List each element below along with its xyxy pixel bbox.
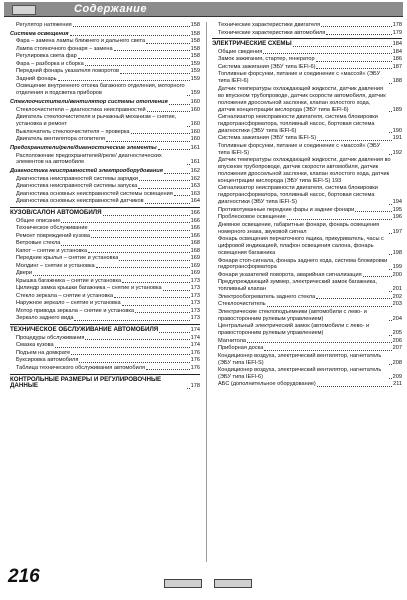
toc-entry[interactable] <box>10 68 200 75</box>
dot-leader <box>73 26 190 27</box>
toc-entry-page: 191 <box>392 135 402 142</box>
dot-leader <box>389 204 392 205</box>
toc-entry-page: 169 <box>190 255 200 262</box>
toc-entry-page: 161 <box>190 159 200 166</box>
dot-leader <box>321 26 391 27</box>
toc-entry[interactable] <box>10 176 200 183</box>
toc-entry-title: Сигнализатор неисправности двигателя, система блокировки гидротрансформатора, топливный насос, бортовая система диагностики (ЭБУ типа IEFI-6) <box>218 114 378 134</box>
toc-entry[interactable] <box>212 236 402 257</box>
dot-leader <box>267 306 392 307</box>
toc-entry[interactable] <box>10 22 200 29</box>
toc-entry-title: Таблица технического обслуживания автомобиля <box>16 364 146 371</box>
toc-entry-page: 159 <box>190 68 200 75</box>
toc-entry[interactable] <box>10 129 200 136</box>
toc-entry-page: 173 <box>190 292 200 299</box>
toc-entry[interactable] <box>10 335 200 342</box>
toc-entry[interactable] <box>212 56 402 63</box>
toc-entry-page: 190 <box>392 127 402 134</box>
toc-entry[interactable] <box>10 270 200 277</box>
toc-entry-title: Техническое обслуживание <box>16 225 88 232</box>
toc-entry-page: 158 <box>190 22 200 28</box>
toc-entry[interactable] <box>212 86 402 114</box>
toc-entry-title: Фара – разборка и сборка <box>16 60 84 67</box>
dot-leader <box>114 297 190 298</box>
toc-entry[interactable] <box>10 233 200 240</box>
dot-leader <box>135 312 190 313</box>
toc-entry-title: Смазка кузова <box>16 342 54 349</box>
toc-entry[interactable] <box>212 381 402 388</box>
dot-leader <box>146 43 190 44</box>
dot-leader <box>91 237 190 238</box>
toc-entry[interactable] <box>10 225 200 232</box>
toc-entry-title: Стеклоочиститель <box>218 301 266 308</box>
dot-leader <box>389 320 392 321</box>
section-rule <box>212 38 402 39</box>
toc-entry-title: Кондиционер воздуха, электрический вентилятор, нагнетатель (ЭБУ типа IEFI-6) <box>218 367 382 380</box>
toc-entry-title: Технические характеристики двигателя <box>218 22 321 28</box>
toc-entry-title: Система зажигания (ЭБУ типа IEFI-S) <box>218 135 317 142</box>
dot-leader <box>106 141 190 142</box>
toc-entry-title: Крышка багажника – снятие и установка <box>16 277 122 284</box>
toc-entry-page: 161 <box>190 145 200 152</box>
toc-entry-page: 195 <box>392 206 402 213</box>
toc-entry[interactable] <box>10 114 200 128</box>
toc-entry-title: Зеркало заднего вида <box>16 315 74 322</box>
dot-leader <box>389 83 392 84</box>
toc-right-column <box>212 22 402 389</box>
toc-entry-page: 208 <box>392 359 402 366</box>
toc-entry[interactable] <box>10 342 200 349</box>
toc-entry-page: 174 <box>190 334 200 341</box>
column-divider <box>206 22 207 562</box>
toc-entry[interactable] <box>212 345 402 352</box>
dot-leader <box>138 188 189 189</box>
dot-leader <box>389 111 392 112</box>
toc-entry-page: 199 <box>392 264 402 271</box>
dot-leader <box>287 219 392 220</box>
toc-entry[interactable] <box>212 214 402 221</box>
toc-entry[interactable] <box>212 135 402 142</box>
dot-leader <box>389 269 392 270</box>
dot-leader <box>169 104 190 105</box>
dot-leader <box>264 350 391 351</box>
toc-entry-page: 174 <box>190 342 200 349</box>
toc-entry-title: Проблесковое освещение <box>218 214 286 221</box>
section-rule <box>10 324 200 325</box>
toc-entry-page: 159 <box>190 75 200 82</box>
toc-entry-title: Замок зажигания, стартер, генератор <box>218 56 315 63</box>
toc-entry-page: 176 <box>190 349 200 356</box>
toc-entry-page: 209 <box>392 373 402 380</box>
toc-entry-title: ЭЛЕКТРИЧЕСКИЕ СХЕМЫ <box>212 40 292 48</box>
toc-entry-title: Регулятор натяжения <box>16 22 72 28</box>
toc-entry-page: 211 <box>393 381 402 388</box>
toc-entry-page: 174 <box>190 327 200 334</box>
toc-entry-title: Фонари указателей поворота, аварийная сигнализация <box>218 271 362 278</box>
toc-entry-page: 158 <box>190 38 200 45</box>
toc-entry-title: Диагностика неисправностей системы зарядки <box>16 175 138 182</box>
dot-leader <box>363 276 392 277</box>
dot-leader <box>74 320 189 321</box>
toc-entry-page: 173 <box>190 285 200 292</box>
dot-leader <box>316 68 391 69</box>
toc-entry[interactable] <box>212 49 402 56</box>
dot-leader <box>187 95 190 96</box>
toc-entry-page: 163 <box>190 190 200 197</box>
toc-entry-title: Ремонт повреждений кузова <box>16 232 90 239</box>
toc-entry[interactable] <box>10 350 200 357</box>
toc-entry[interactable] <box>10 240 200 247</box>
toc-entry-page: 192 <box>392 149 402 156</box>
dot-leader <box>55 347 190 348</box>
toc-entry-page: 194 <box>392 199 402 206</box>
toc-entry-title: Диагностика неисправностей системы запуска <box>16 183 138 190</box>
dot-leader <box>58 80 190 81</box>
toc-entry-title: Регулировка света фар <box>16 53 77 60</box>
toc-entry-page: 160 <box>190 128 200 135</box>
toc-entry[interactable] <box>10 46 200 53</box>
toc-entry[interactable] <box>212 353 402 367</box>
section-rule <box>10 374 200 375</box>
toc-entry-page: 196 <box>392 214 402 221</box>
toc-entry[interactable] <box>10 377 200 391</box>
toc-entry-title: Сигнализатор неисправности двигателя, система блокировки гидротрансформатора, топливный насос, бортовая система диагностики (ЭБУ типа IEFI-S) <box>218 185 378 206</box>
toc-entry-title: Датчик температуры охлаждающей жидкости, датчик давления во впускном трубопроводе, датчик скорости автомобиля, датчик положения дроссельной заслонки, клапан холостого хода, датчик концентрации кислорода (ЭБУ типа IEFI-6) <box>218 85 386 113</box>
dot-leader <box>187 126 190 127</box>
dot-leader <box>71 354 189 355</box>
toc-entry-title: Буксировка автомобиля <box>16 357 79 364</box>
dot-leader <box>119 260 189 261</box>
toc-entry-title: Кондиционер воздуха, электрический вентилятор, нагнетатель (ЭБУ типа IEFI-S) <box>218 352 382 366</box>
toc-entry-title: Задний фонарь <box>16 75 57 82</box>
toc-entry-title: Подъем на домкрате <box>16 349 71 356</box>
toc-entry[interactable] <box>212 157 402 185</box>
toc-entry-page: 160 <box>190 99 200 106</box>
dot-leader <box>389 335 392 336</box>
toc-entry-title: Дневное освещение, габаритные фонари, фонарь освещения номерного знака, звуковой сигнал <box>218 221 380 235</box>
toc-entry[interactable] <box>10 300 200 307</box>
toc-entry[interactable] <box>10 327 200 334</box>
toc-entry-title: Диагностика основных неисправностей датчиков <box>16 198 144 205</box>
toc-entry-page: 160 <box>190 121 200 128</box>
toc-entry-page: 186 <box>392 56 402 63</box>
toc-entry[interactable] <box>10 255 200 262</box>
toc-entry-page: 189 <box>392 106 402 113</box>
toc-entry-page: 159 <box>190 90 200 97</box>
toc-entry[interactable] <box>10 218 200 225</box>
toc-entry-title: Двери <box>16 270 33 277</box>
toc-entry-page: 173 <box>190 307 200 314</box>
dot-leader <box>316 61 392 62</box>
dot-leader <box>163 290 190 291</box>
toc-entry-page: 168 <box>190 240 200 247</box>
dot-leader <box>389 132 392 133</box>
toc-entry-title: Стеклоочистители/вентилятор системы отопления <box>10 99 168 106</box>
toc-entry[interactable] <box>10 263 200 270</box>
toc-entry-title: КОНТРОЛЬНЫЕ РАЗМЕРЫ И РЕГУЛИРОВОЧНЫЕ ДАННЫЕ <box>10 375 162 390</box>
toc-entry-title: Мотор привода зеркала – снятие и установка <box>16 307 135 314</box>
toc-entry-page: 184 <box>392 41 402 48</box>
toc-entry-page: 158 <box>190 53 200 60</box>
toc-entry[interactable] <box>212 338 402 345</box>
toc-entry[interactable] <box>10 365 200 372</box>
dot-leader <box>79 362 189 363</box>
page-number: 216 <box>8 566 40 587</box>
dot-leader <box>187 164 190 165</box>
dot-leader <box>389 378 392 379</box>
toc-entry[interactable] <box>10 76 200 83</box>
dot-leader <box>389 254 392 255</box>
toc-entry-title: ТЕХНИЧЕСКОЕ ОБСЛУЖИВАНИЕ АВТОМОБИЛЯ <box>10 326 159 334</box>
dot-leader <box>187 388 190 389</box>
toc-entry[interactable] <box>212 258 402 272</box>
toc-entry-page: 166 <box>190 217 200 224</box>
toc-entry-page: 201 <box>392 286 402 293</box>
toc-entry-page: 159 <box>190 60 200 67</box>
toc-entry-title: Стекло зеркала – снятие и установка <box>16 292 114 299</box>
toc-entry[interactable] <box>10 248 200 255</box>
dot-leader <box>78 58 190 59</box>
dot-leader <box>85 65 190 66</box>
toc-entry-page: 160 <box>190 136 200 143</box>
toc-entry-title: Топливные форсунки, питание и соединение с «массой» (ЭБУ типа IEFI-6) <box>218 71 381 85</box>
toc-entry[interactable] <box>212 41 402 48</box>
dot-leader <box>263 53 391 54</box>
toc-entry[interactable] <box>212 309 402 323</box>
dot-leader <box>131 133 190 134</box>
toc-entry[interactable] <box>212 367 402 381</box>
toc-entry-title: Противотуманные передние фары и задние фонари <box>218 206 355 213</box>
toc-entry[interactable] <box>212 143 402 157</box>
toc-entry-page: 169 <box>190 270 200 277</box>
header-decoration <box>12 5 36 15</box>
toc-entry-title: Диагностика неисправностей электрооборудования <box>10 168 163 175</box>
toc-entry[interactable] <box>10 357 200 364</box>
toc-entry-page: 206 <box>392 337 402 344</box>
toc-entry[interactable] <box>212 222 402 236</box>
toc-entry[interactable] <box>10 38 200 45</box>
dot-leader <box>85 339 189 340</box>
toc-entry-page: 202 <box>392 293 402 300</box>
toc-entry-title: Фонарь освещения перчаточного ящика, прикуриватель, часы с цифровой индикацией, плафон освещения салона, фонарь освещения багажника <box>218 236 384 256</box>
toc-entry-title: Приборная доска <box>218 345 264 352</box>
toc-entry-title: Передние крылья – снятие и установка <box>16 255 119 262</box>
toc-entry-title: Топливные форсунки, питание и соединение с «массой» (ЭБУ типа IEFI-S) <box>218 142 381 156</box>
toc-entry-page: 169 <box>190 262 200 269</box>
dot-leader <box>317 140 392 141</box>
toc-entry[interactable] <box>10 210 200 217</box>
toc-entry-title: Молдинг – снятие и установка <box>16 262 95 269</box>
toc-entry[interactable] <box>212 294 402 301</box>
toc-entry-title: Электрообогреватель заднего стекла <box>218 293 316 300</box>
dot-leader <box>247 342 392 343</box>
toc-entry-page: 173 <box>190 300 200 307</box>
toc-entry-title: Выключатель стеклоочистителя – проверка <box>16 128 130 135</box>
toc-entry[interactable] <box>212 323 402 337</box>
toc-entry[interactable] <box>10 61 200 68</box>
toc-entry-page: 178 <box>392 22 402 28</box>
dot-leader <box>316 298 391 299</box>
toc-entry-title: Ветровые стекла <box>16 240 61 247</box>
toc-entry-page: 168 <box>190 247 200 254</box>
toc-entry-title: Цилиндр замка крышки багажника – снятие и установка <box>16 285 162 292</box>
toc-entry-title: Двигатель вентилятора отопителя <box>16 136 105 143</box>
toc-entry[interactable] <box>10 308 200 315</box>
dot-leader <box>389 291 392 292</box>
toc-entry-title: Стеклоочистители – диагностика неисправностей <box>16 106 146 113</box>
toc-entry-page: 207 <box>392 345 402 352</box>
dot-leader <box>389 364 392 365</box>
toc-entry-page: 178 <box>190 383 200 390</box>
toc-entry-title: Общее описание <box>16 217 61 224</box>
toc-entry[interactable] <box>10 198 200 205</box>
toc-entry-page: 200 <box>392 271 402 278</box>
toc-entry[interactable] <box>10 183 200 190</box>
dot-leader <box>70 35 190 36</box>
dot-leader <box>61 222 189 223</box>
dot-leader <box>89 230 190 231</box>
toc-entry-page: 198 <box>392 250 402 256</box>
toc-entry-page: 158 <box>190 30 200 37</box>
dot-leader <box>293 46 392 47</box>
toc-entry-page: 166 <box>190 232 200 239</box>
toc-entry-title: Расположение предохранителей/реле/ диагностических элементов на автомобиле <box>16 152 162 166</box>
toc-entry-title: Передний фонарь указателя поворотов <box>16 68 119 75</box>
toc-entry[interactable] <box>10 278 200 285</box>
toc-entry-title: Наружное зеркало – снятие и установка <box>16 300 121 307</box>
toc-entry-page: 158 <box>190 45 200 52</box>
dot-leader <box>120 73 190 74</box>
toc-left-column <box>10 22 200 391</box>
toc-entry-page: 166 <box>190 210 200 217</box>
toc-entry-title: Система зажигания (ЭБУ типа IEFI-6) <box>218 63 316 70</box>
footer-decoration-left <box>164 579 202 588</box>
header-bar <box>4 2 403 17</box>
toc-entry[interactable] <box>212 30 402 37</box>
toc-entry[interactable] <box>212 207 402 214</box>
toc-entry[interactable] <box>10 315 200 322</box>
toc-entry-page: 179 <box>392 29 402 36</box>
dot-leader <box>88 252 190 253</box>
toc-entry-page: 160 <box>190 106 200 113</box>
toc-entry-title: КУЗОВ/САЛОН АВТОМОБИЛЯ <box>10 209 102 217</box>
toc-entry[interactable] <box>10 293 200 300</box>
toc-entry[interactable] <box>212 279 402 293</box>
toc-entry-title: Магнитола <box>218 337 246 344</box>
toc-entry-title: Освещение внутреннего отсека багажного отделения, моторного отделения и подсветка приборов <box>16 83 185 97</box>
dot-leader <box>114 50 190 51</box>
toc-entry[interactable] <box>10 53 200 60</box>
dot-leader <box>326 34 391 35</box>
toc-entry[interactable] <box>212 301 402 308</box>
toc-entry[interactable] <box>212 22 402 29</box>
dot-leader <box>146 369 190 370</box>
dot-leader <box>164 173 190 174</box>
toc-entry-page: 184 <box>392 48 402 55</box>
dot-leader <box>139 180 190 181</box>
dot-leader <box>145 203 190 204</box>
dot-leader <box>317 386 392 387</box>
toc-entry-page: 188 <box>392 78 402 85</box>
toc-entry-title: Фара – замена лампы ближнего и дальнего света <box>16 38 146 45</box>
toc-entry-title: Диагностика основных неисправностей системы освещения <box>16 190 173 197</box>
dot-leader <box>158 149 190 150</box>
toc-entry-title: АБС (дополнительное оборудование) <box>218 381 316 388</box>
toc-entry[interactable] <box>10 107 200 114</box>
dot-leader <box>61 245 189 246</box>
toc-entry-page: 205 <box>392 330 402 337</box>
dot-leader <box>122 305 190 306</box>
toc-entry[interactable] <box>10 153 200 167</box>
toc-entry-title: Система освещения <box>10 30 69 37</box>
page-title: Содержание <box>74 3 147 15</box>
toc-entry-page: 204 <box>392 315 402 322</box>
toc-entry[interactable] <box>10 136 200 143</box>
toc-entry-title: Предохранители/реле/диагностические элементы <box>10 145 157 152</box>
section-rule <box>10 207 200 208</box>
toc-entry-title: Датчик температуры охлаждающей жидкости, датчик давления во впускном трубопроводе, датчик скорости автомобиля, датчик положения дроссельной заслонки, клапан холостого хода, датчик концентрации кислорода (ЭБУ типа IEFI-S) 193 <box>218 157 391 184</box>
toc-entry[interactable] <box>10 191 200 198</box>
toc-entry-title: Процедуры обслуживания <box>16 334 85 341</box>
toc-entry-page: 176 <box>190 357 200 364</box>
toc-entry-page: 187 <box>392 63 402 70</box>
toc-entry-page: 197 <box>392 228 402 235</box>
toc-entry-title: Общие сведения <box>218 48 263 55</box>
toc-entry-title: Предупреждающий зуммер, электрический замок багажника, топливный клапан <box>218 279 377 293</box>
dot-leader <box>96 267 190 268</box>
toc-entry-page: 162 <box>190 175 200 182</box>
toc-entry[interactable] <box>212 114 402 135</box>
toc-entry-page: 176 <box>190 364 200 371</box>
toc-entry[interactable] <box>10 83 200 97</box>
dot-leader <box>389 233 392 234</box>
dot-leader <box>174 195 190 196</box>
toc-entry-title: Двигатель стеклоочистителя и рычажный механизм – снятие, установка и ремонт <box>16 114 177 128</box>
toc-entry[interactable] <box>10 145 200 152</box>
dot-leader <box>159 332 189 333</box>
dot-leader <box>122 282 190 283</box>
toc-entry[interactable] <box>212 71 402 85</box>
toc-entry[interactable] <box>10 285 200 292</box>
dot-leader <box>147 111 190 112</box>
toc-entry-page: 173 <box>190 277 200 284</box>
toc-entry-title: Центральный электрический замок (автомобили с лево- и правосторонним рулевым управлением) <box>218 323 370 337</box>
toc-entry-page: 164 <box>190 198 200 205</box>
toc-entry[interactable] <box>212 64 402 71</box>
dot-leader <box>355 211 391 212</box>
toc-entry[interactable] <box>212 272 402 279</box>
toc-entry-title: Капот – снятие и установка <box>16 247 88 254</box>
toc-entry-page: 163 <box>190 183 200 190</box>
toc-entry-page: 203 <box>392 301 402 308</box>
toc-entry-title: Технические характеристики автомобиля <box>218 29 326 36</box>
toc-entry-page: 162 <box>190 168 200 175</box>
toc-entry[interactable] <box>212 185 402 206</box>
toc-entry[interactable] <box>10 31 200 38</box>
dot-leader <box>33 275 190 276</box>
toc-entry-page: 173 <box>190 315 200 322</box>
toc-entry-title: Лампа стояночного фонаря – замена <box>16 45 113 52</box>
toc-entry[interactable] <box>10 99 200 106</box>
dot-leader <box>103 215 190 216</box>
toc-entry-title: Фонари стоп-сигнала, фонарь заднего хода, система блокировки гидротрансформатора <box>218 257 388 271</box>
toc-entry[interactable] <box>10 168 200 175</box>
toc-entry-title: Электрические стеклоподъемники (автомобили с лево- и правосторонним рулевым управлением) <box>218 308 367 322</box>
toc-entry-page: 166 <box>190 225 200 232</box>
dot-leader <box>389 154 392 155</box>
footer-decoration-right <box>214 579 252 588</box>
